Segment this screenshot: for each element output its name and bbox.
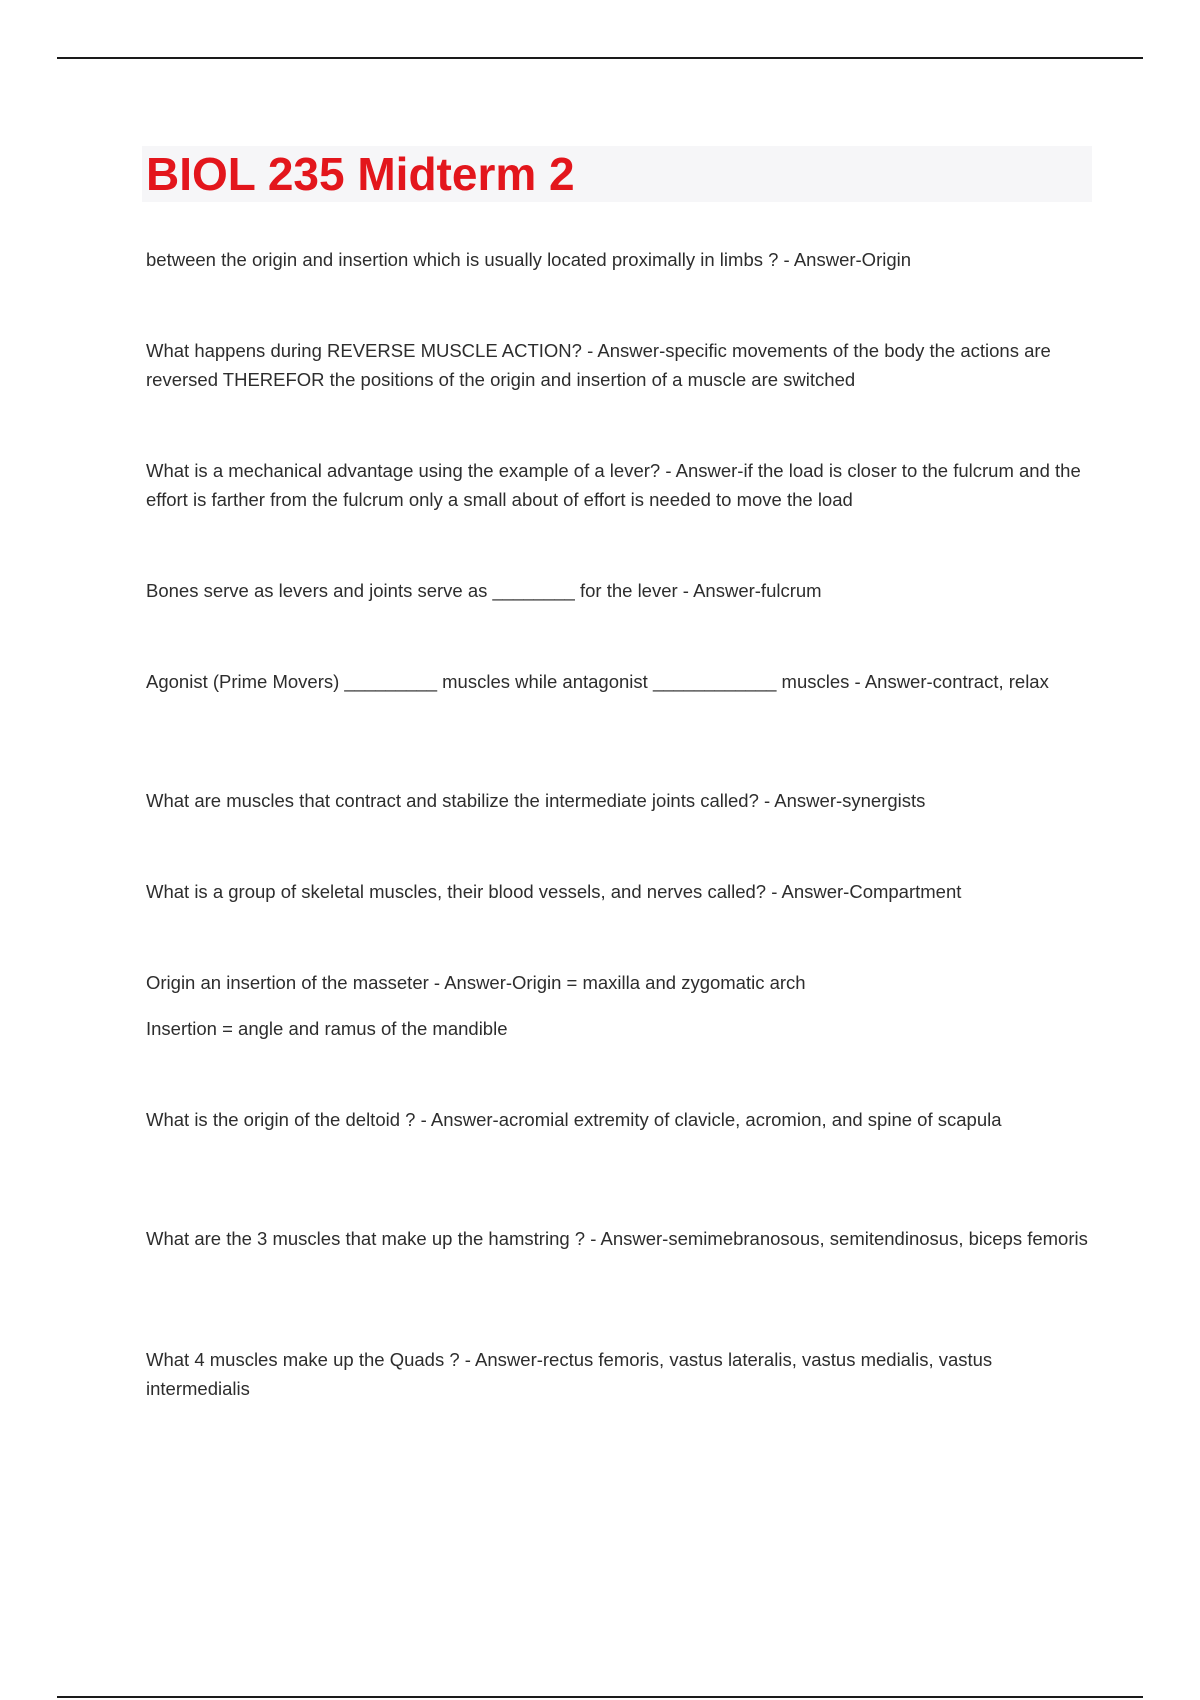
qa-item-9: What is the origin of the deltoid ? - Answer-acromial extremity of clavicle, acromion, and spine of scapula xyxy=(146,1109,1002,1130)
qa-item-8: Origin an insertion of the masseter - Answer-Origin = maxilla and zygomatic arch xyxy=(146,972,806,993)
qa-item-5: Agonist (Prime Movers) _________ muscles while antagonist ____________ muscles - Answer-contract, relax xyxy=(146,671,1049,692)
qa-item-8-continued: Insertion = angle and ramus of the mandible xyxy=(146,1018,508,1039)
qa-item-10: What are the 3 muscles that make up the hamstring ? - Answer-semimebranosous, semitendinosus, biceps femoris xyxy=(146,1228,1088,1249)
qa-item-4: Bones serve as levers and joints serve as ________ for the lever - Answer-fulcrum xyxy=(146,580,822,601)
qa-item-11: What 4 muscles make up the Quads ? - Answer-rectus femoris, vastus lateralis, vastus medialis, vastus intermedialis xyxy=(146,1349,993,1399)
qa-item-1: between the origin and insertion which is usually located proximally in limbs ? - Answer-Origin xyxy=(146,249,912,270)
qa-item-2: What happens during REVERSE MUSCLE ACTION? - Answer-specific movements of the body the actions are reversed THEREFOR the positions of the origin and insertion of a muscle are switched xyxy=(146,340,1051,390)
qa-item-3: What is a mechanical advantage using the example of a lever? - Answer-if the load is closer to the fulcrum and the effort is farther from the fulcrum only a small about of effort is needed to move the load xyxy=(146,460,1081,510)
footer-rule xyxy=(57,1696,1143,1698)
document-title: BIOL 235 Midterm 2 xyxy=(146,148,575,200)
qa-item-7: What is a group of skeletal muscles, their blood vessels, and nerves called? - Answer-Compartment xyxy=(146,881,962,902)
qa-item-6: What are muscles that contract and stabilize the intermediate joints called? - Answer-synergists xyxy=(146,790,926,811)
header-rule xyxy=(57,57,1143,59)
